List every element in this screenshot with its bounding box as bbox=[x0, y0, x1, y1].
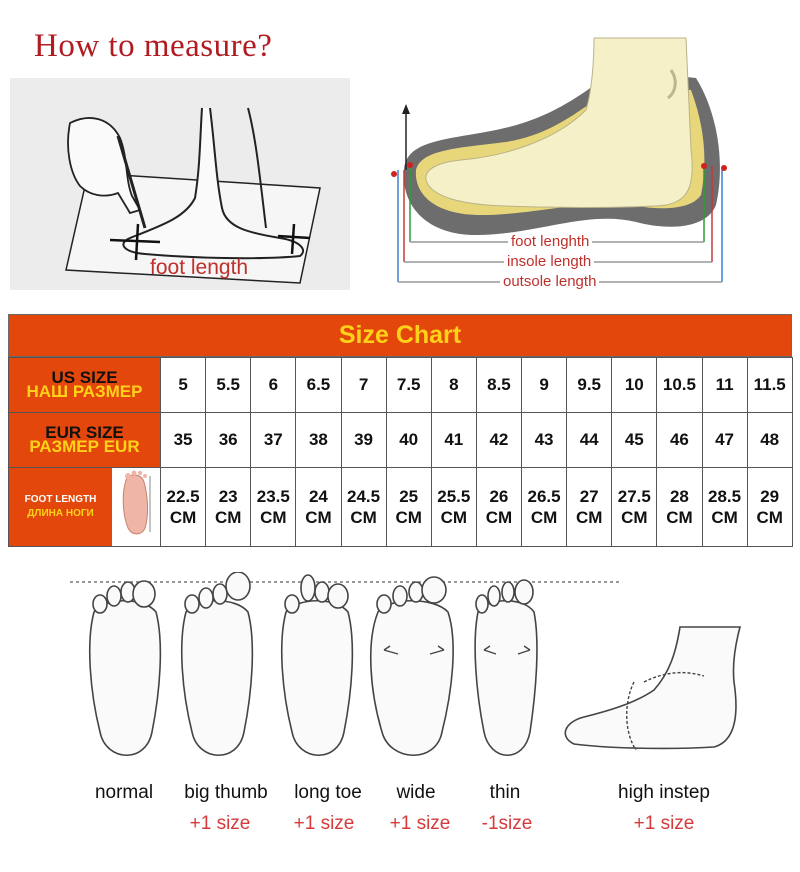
foot-length-cell: 25 CM bbox=[386, 468, 431, 547]
us-size-cell: 8 bbox=[431, 358, 476, 413]
size-adjust-big-thumb: +1 size bbox=[189, 813, 251, 834]
foot-length-cell: 23.5 CM bbox=[251, 468, 296, 547]
eur-size-cell: 39 bbox=[341, 413, 386, 468]
foot-length-label: FOOT LENGTH bbox=[24, 494, 97, 505]
us-size-cell: 10.5 bbox=[657, 358, 702, 413]
shoe-length-diagram bbox=[386, 30, 732, 296]
us-size-cell: 6 bbox=[251, 358, 296, 413]
outsole-length-line-label: outsole length bbox=[500, 274, 599, 290]
us-size-cell: 6.5 bbox=[296, 358, 341, 413]
foot-length-cell: 25.5 CM bbox=[431, 468, 476, 547]
foot-type-normal: normal bbox=[94, 782, 154, 803]
eur-size-cell: 48 bbox=[747, 413, 792, 468]
size-adjust-wide: +1 size bbox=[389, 813, 451, 834]
foot-types-drawing bbox=[64, 572, 754, 772]
size-chart-table bbox=[8, 357, 793, 547]
foot-length-caption: foot length bbox=[150, 256, 249, 279]
us-size-cell: 8.5 bbox=[476, 358, 521, 413]
foot-type-big-thumb: big thumb bbox=[184, 782, 268, 803]
us-size-cell: 10 bbox=[612, 358, 657, 413]
eur-size-label-ru: РАЗМЕР EUR bbox=[29, 437, 140, 456]
measure-illustration bbox=[10, 78, 350, 290]
size-chart-title: Size Chart bbox=[338, 321, 462, 349]
size-adjust-high-instep: +1 size bbox=[633, 813, 695, 834]
eur-size-cell: 35 bbox=[161, 413, 206, 468]
eur-size-label: EUR SIZE bbox=[45, 423, 124, 442]
foot-length-cell: 26 CM bbox=[476, 468, 521, 547]
size-chart-header bbox=[8, 314, 792, 357]
foot-length-cell: 24 CM bbox=[296, 468, 341, 547]
eur-size-cell: 46 bbox=[657, 413, 702, 468]
size-adjust-thin: -1size bbox=[481, 813, 533, 834]
eur-size-cell: 44 bbox=[567, 413, 612, 468]
foot-length-cell: 22.5 CM bbox=[161, 468, 206, 547]
foot-length-label-ru: ДЛИНА НОГИ bbox=[27, 508, 94, 519]
foot-length-cell: 26.5 CM bbox=[522, 468, 567, 547]
eur-size-cell: 37 bbox=[251, 413, 296, 468]
us-size-cell: 7 bbox=[341, 358, 386, 413]
us-size-cell: 9 bbox=[522, 358, 567, 413]
us-size-cell: 11 bbox=[702, 358, 747, 413]
eur-size-row bbox=[9, 413, 793, 468]
foot-type-high-instep: high instep bbox=[618, 782, 710, 803]
foot-length-cell: 28.5 CM bbox=[702, 468, 747, 547]
insole-length-line-label: insole length bbox=[504, 254, 594, 270]
us-size-label: US SIZE bbox=[51, 368, 118, 387]
eur-size-cell: 43 bbox=[522, 413, 567, 468]
eur-size-cell: 36 bbox=[206, 413, 251, 468]
us-size-cell: 7.5 bbox=[386, 358, 431, 413]
us-size-cell: 5.5 bbox=[206, 358, 251, 413]
foot-type-wide: wide bbox=[396, 782, 436, 803]
us-size-cell: 11.5 bbox=[747, 358, 792, 413]
foot-length-line-label: foot lenghth bbox=[508, 234, 592, 250]
us-size-label-ru: НАШ РАЗМЕР bbox=[26, 382, 143, 401]
foot-type-long-toe: long toe bbox=[294, 782, 362, 803]
eur-size-cell: 41 bbox=[431, 413, 476, 468]
eur-size-cell: 42 bbox=[476, 413, 521, 468]
foot-length-cell: 28 CM bbox=[657, 468, 702, 547]
eur-size-cell: 47 bbox=[702, 413, 747, 468]
eur-size-cell: 45 bbox=[612, 413, 657, 468]
us-size-header bbox=[9, 358, 161, 413]
foot-length-row bbox=[9, 468, 793, 547]
eur-size-cell: 40 bbox=[386, 413, 431, 468]
eur-size-header bbox=[9, 413, 161, 468]
us-size-cell: 5 bbox=[161, 358, 206, 413]
foot-length-cell: 27 CM bbox=[567, 468, 612, 547]
us-size-row bbox=[9, 358, 793, 413]
foot-type-thin: thin bbox=[489, 782, 521, 803]
foot-length-cell: 24.5 CM bbox=[341, 468, 386, 547]
foot-length-cell: 29 CM bbox=[747, 468, 792, 547]
size-adjust-long-toe: +1 size bbox=[293, 813, 355, 834]
foot-length-cell: 27.5 CM bbox=[612, 468, 657, 547]
foot-types-illustration bbox=[64, 572, 754, 772]
footprint-icon bbox=[112, 468, 160, 546]
us-size-cell: 9.5 bbox=[567, 358, 612, 413]
page-title: How to measure? bbox=[34, 28, 273, 64]
foot-length-cell: 23 CM bbox=[206, 468, 251, 547]
eur-size-cell: 38 bbox=[296, 413, 341, 468]
foot-length-header bbox=[9, 468, 161, 547]
